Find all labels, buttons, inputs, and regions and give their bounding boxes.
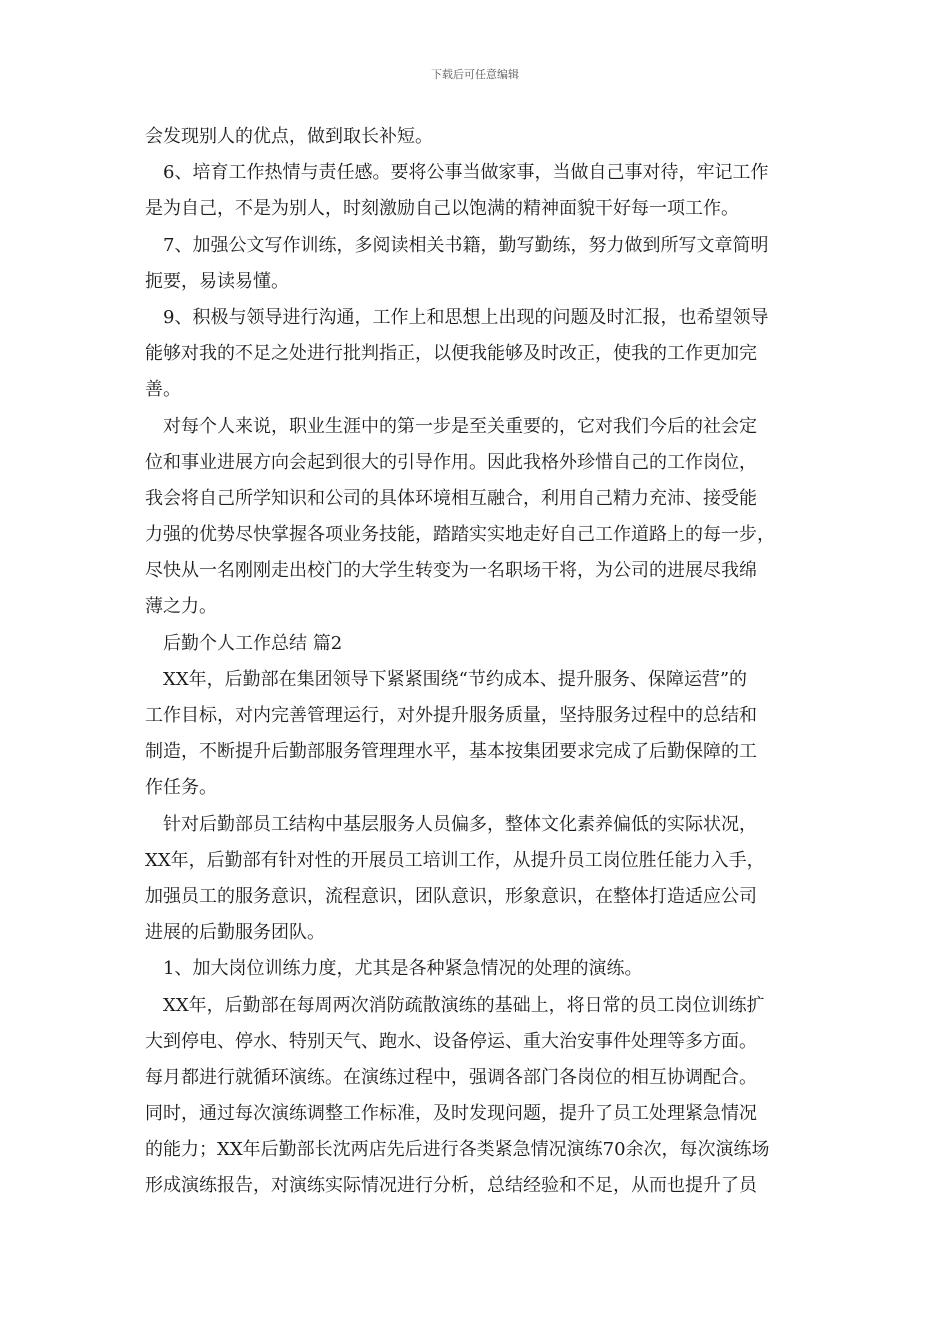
text-line: 我会将自己所学知识和公司的具体环境相互融合，利用自己精力充沛、接受能 bbox=[145, 487, 757, 509]
document-body bbox=[145, 119, 825, 1205]
text-line: 每月都进行就循环演练。在演练过程中，强调各部门各岗位的相互协调配合。 bbox=[145, 1066, 757, 1088]
text-line: 9、积极与领导进行沟通，工作上和思想上出现的问题及时汇报，也希望领导 bbox=[163, 306, 769, 328]
text-line: 7、加强公文写作训练，多阅读相关书籍，勤写勤练，努力做到所写文章简明 bbox=[163, 234, 769, 256]
text-line: 同时，通过每次演练调整工作标准，及时发现问题，提升了员工处理紧急情况 bbox=[145, 1103, 757, 1125]
text-line: 1、加大岗位训练力度，尤其是各种紧急情况的处理的演练。 bbox=[163, 958, 643, 980]
text-line: 位和事业进展方向会起到很大的引导作用。因此我格外珍惜自己的工作岗位， bbox=[145, 451, 757, 473]
text-line: 是为自己，不是为别人，时刻激励自己以饱满的精神面貌干好每一项工作。 bbox=[145, 198, 739, 220]
text-line: 对每个人来说，职业生涯中的第一步是至关重要的，它对我们今后的社会定 bbox=[163, 415, 757, 437]
text-line: 尽快从一名刚刚走出校门的大学生转变为一名职场干将，为公司的进展尽我绵 bbox=[145, 560, 757, 582]
text-line: 大到停电、停水、特别天气、跑水、设备停运、重大治安事件处理等多方面。 bbox=[145, 1030, 757, 1052]
text-line: 善。 bbox=[145, 379, 181, 401]
text-line: 形成演练报告，对演练实际情况进行分析，总结经验和不足，从而也提升了员 bbox=[145, 1175, 757, 1197]
text-line: 的能力；XX年后勤部长沈两店先后进行各类紧急情况演练70余次，每次演练场 bbox=[145, 1139, 770, 1161]
text-line: 作任务。 bbox=[145, 777, 217, 799]
text-line: XX年，后勤部在每周两次消防疏散演练的基础上，将日常的员工岗位训练扩 bbox=[163, 994, 765, 1016]
text-line: 能够对我的不足之处进行批判指正，以便我能够及时改正，使我的工作更加完 bbox=[145, 343, 757, 365]
text-line: 加强员工的服务意识，流程意识，团队意识，形象意识，在整体打造适应公司 bbox=[145, 885, 757, 907]
page-header: 下载后可任意编辑 bbox=[431, 68, 519, 81]
text-line: 后勤个人工作总结 篇2 bbox=[163, 632, 343, 654]
text-line: XX年，后勤部在集团领导下紧紧围绕“节约成本、提升服务、保障运营”的 bbox=[163, 668, 748, 690]
text-line: 针对后勤部员工结构中基层服务人员偏多，整体文化素养偏低的实际状况， bbox=[163, 813, 757, 835]
text-line: 制造，不断提升后勤部服务管理理水平，基本按集团要求完成了后勤保障的工 bbox=[145, 741, 757, 763]
text-line: 力强的优势尽快掌握各项业务技能，踏踏实实地走好自己工作道路上的每一步， bbox=[145, 524, 775, 546]
text-line: 薄之力。 bbox=[145, 596, 217, 618]
text-line: 工作目标，对内完善管理运行，对外提升服务质量，坚持服务过程中的总结和 bbox=[145, 705, 757, 726]
text-line: XX年，后勤部有针对性的开展员工培训工作，从提升员工岗位胜任能力入手， bbox=[145, 849, 765, 871]
text-line: 扼要，易读易懂。 bbox=[145, 270, 289, 292]
text-line: 6、培育工作热情与责任感。要将公事当做家事，当做自己事对待，牢记工作 bbox=[163, 162, 769, 184]
text-line: 会发现别人的优点，做到取长补短。 bbox=[145, 126, 433, 147]
text-line: 进展的后勤服务团队。 bbox=[145, 922, 325, 944]
